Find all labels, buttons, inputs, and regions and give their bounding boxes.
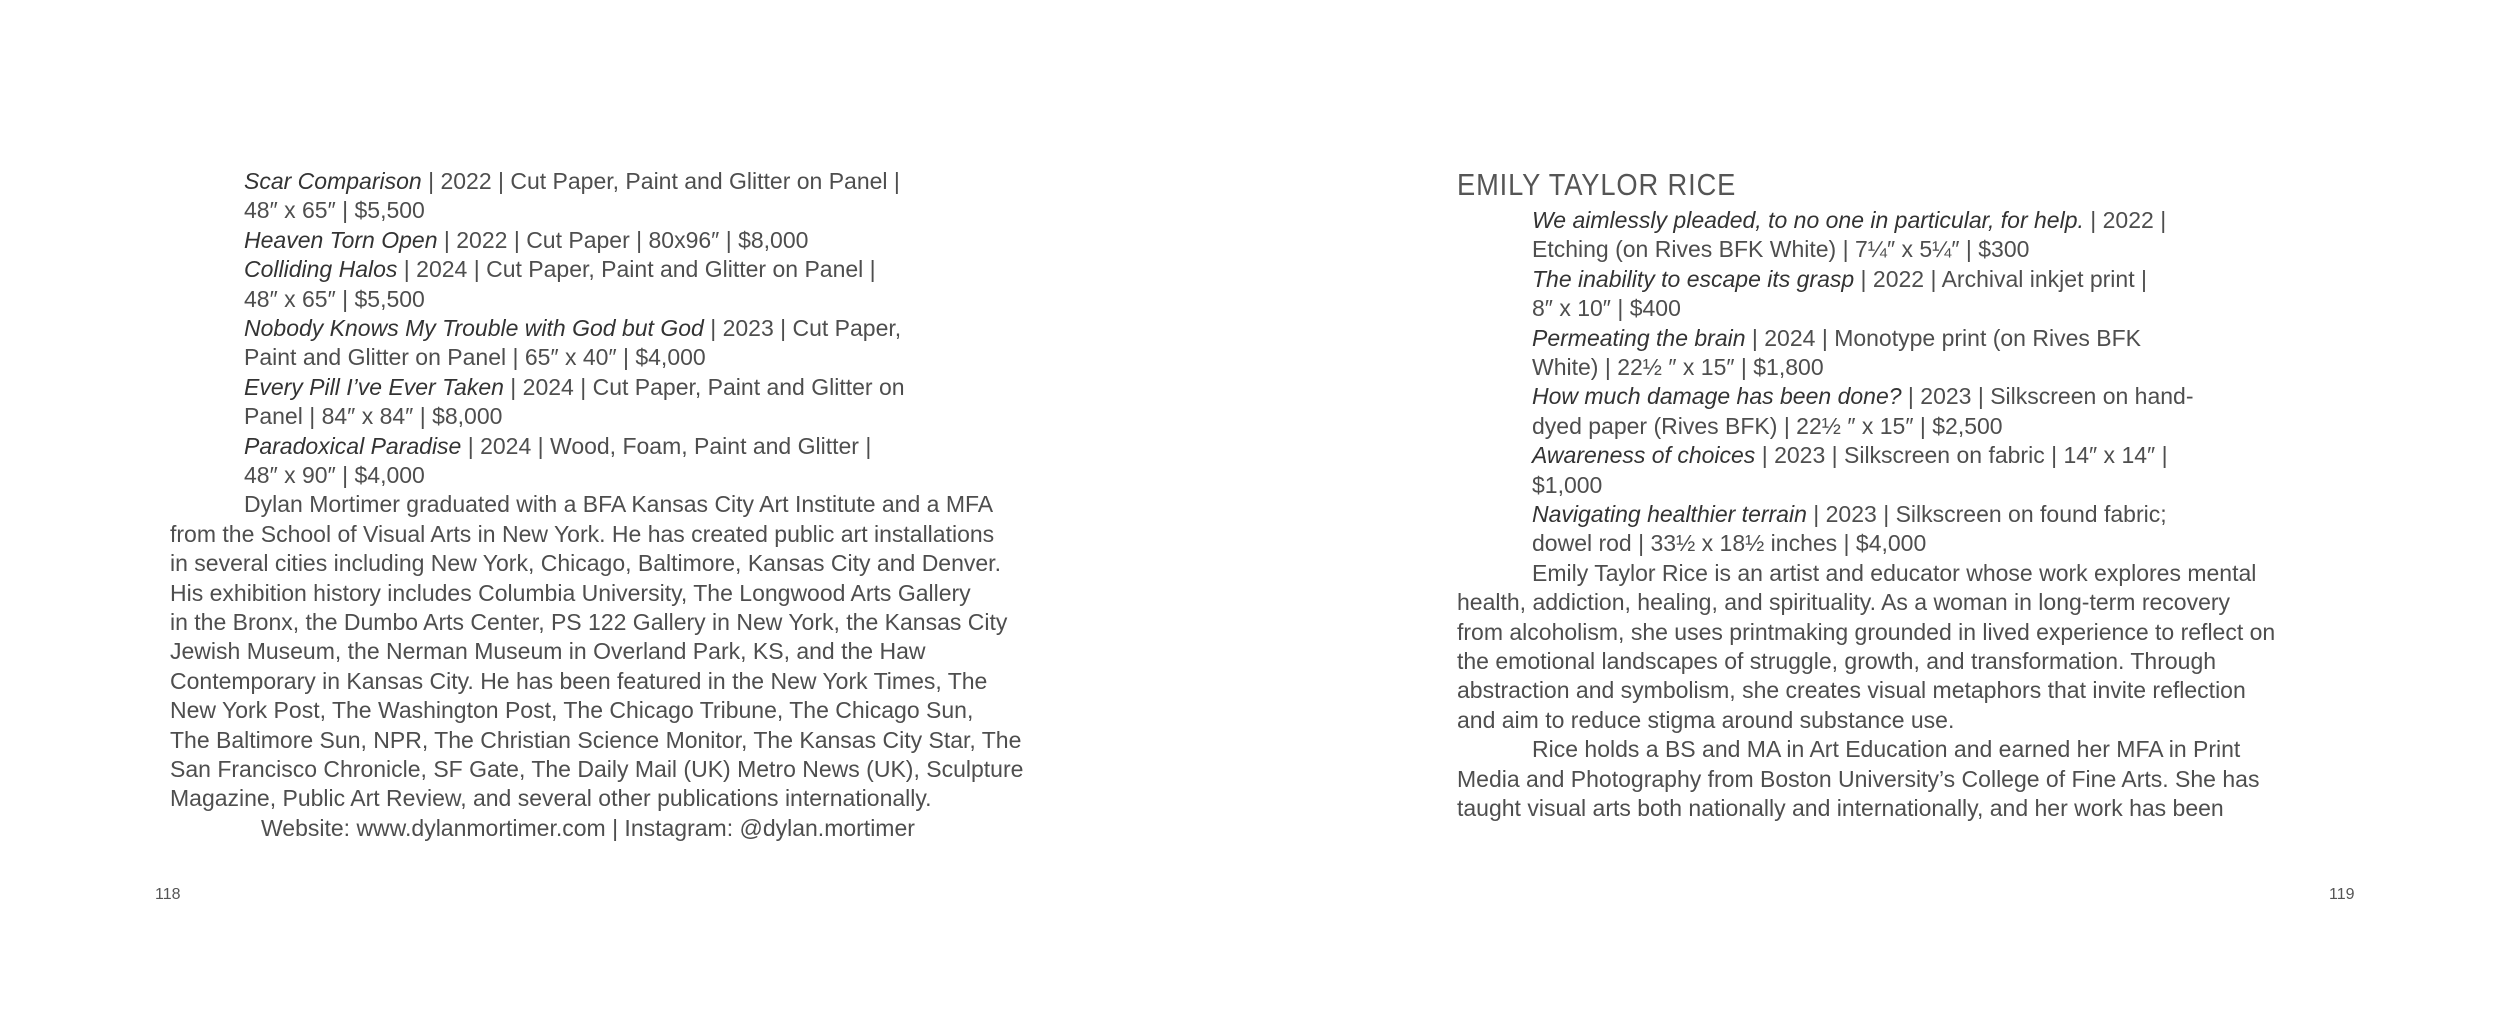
bio-line: His exhibition history includes Columbia University, The Longwood Arts Gallery	[170, 579, 971, 606]
artwork-title: We aimlessly pleaded, to no one in particular, for help.	[1532, 207, 2084, 233]
bio-line: Jewish Museum, the Nerman Museum in Overland Park, KS, and the Haw	[170, 638, 926, 665]
artwork-title: The inability to escape its grasp	[1532, 265, 1855, 292]
artist-name-heading: EMILY TAYLOR RICE	[1457, 167, 1737, 202]
artwork-details-line: 8″ x 10″ | $400	[1532, 295, 1681, 322]
bio-line: Rice holds a BS and MA in Art Education and earned her MFA in Print	[1532, 736, 2241, 763]
artwork-entry-line	[244, 255, 876, 284]
artwork-details: | 2024 | Monotype print (on Rives BFK	[1745, 324, 2141, 351]
bio-line: from the School of Visual Arts in New York. He has created public art installations	[170, 520, 995, 547]
bio-line: and aim to reduce stigma around substance use.	[1457, 706, 1955, 733]
bio-line: Media and Photography from Boston University’s College of Fine Arts. She has	[1457, 765, 2260, 792]
artwork-entry-line	[1532, 206, 2166, 235]
artwork-entry-line	[1532, 265, 2147, 294]
artwork-entry-line	[244, 373, 905, 402]
bio-line: in the Bronx, the Dumbo Arts Center, PS 122 Gallery in New York, the Kansas City	[170, 609, 1008, 635]
artwork-details-line: White) | 22½ ″ x 15″ | $1,800	[1532, 354, 1824, 380]
artwork-details-line: 48″ x 90″ | $4,000	[244, 462, 425, 488]
artwork-entry-line	[1532, 441, 2168, 470]
bio-line: Emily Taylor Rice is an artist and educator whose work explores mental	[1532, 559, 2257, 586]
artwork-details-line: $1,000	[1532, 471, 1603, 498]
artwork-entry-line	[244, 314, 901, 343]
bio-line: Magazine, Public Art Review, and several other publications internationally.	[170, 785, 932, 812]
artwork-details: | 2024 | Wood, Foam, Paint and Glitter |	[461, 432, 872, 459]
bio-line: the emotional landscapes of struggle, growth, and transformation. Through	[1457, 648, 2217, 674]
artwork-entry-line	[244, 167, 900, 196]
bio-line: in several cities including New York, Chicago, Baltimore, Kansas City and Denver.	[170, 550, 1001, 577]
artwork-title: Paradoxical Paradise	[244, 432, 462, 459]
artwork-entry-line	[244, 226, 808, 255]
bio-line: taught visual arts both nationally and internationally, and her work has been	[1457, 795, 2224, 821]
artwork-title: How much damage has been done?	[1532, 383, 1902, 410]
artwork-title: Scar Comparison	[244, 168, 422, 194]
artwork-title: Heaven Torn Open	[244, 226, 438, 253]
artwork-details: | 2023 | Silkscreen on found fabric;	[1806, 501, 2167, 527]
artwork-details: | 2022 | Archival inkjet print |	[1854, 265, 2147, 292]
artwork-entry-line	[244, 432, 871, 461]
artwork-details: | 2022 |	[2083, 207, 2167, 233]
artwork-details-line: Paint and Glitter on Panel | 65″ x 40″ | $4,000	[244, 344, 706, 371]
artwork-details: | 2022 | Cut Paper | 80x96″ | $8,000	[437, 226, 809, 253]
artwork-details-line: 48″ x 65″ | $5,500	[244, 285, 425, 312]
artwork-details: | 2023 | Cut Paper,	[703, 315, 902, 341]
artwork-details-line: dyed paper (Rives BFK) | 22½ ″ x 15″ | $2,500	[1532, 412, 2003, 439]
artwork-details-line: Etching (on Rives BFK White) | 7¼″ x 5¼″ | $300	[1532, 236, 2030, 263]
artwork-details-line: 48″ x 65″ | $5,500	[244, 197, 425, 224]
bio-line: San Francisco Chronicle, SF Gate, The Daily Mail (UK) Metro News (UK), Sculpture	[170, 756, 1024, 782]
page-number: 118	[155, 886, 181, 903]
bio-line: abstraction and symbolism, she creates visual metaphors that invite reflection	[1457, 677, 2246, 704]
artwork-details: | 2024 | Cut Paper, Paint and Glitter on	[503, 373, 905, 400]
artwork-details: | 2023 | Silkscreen on fabric | 14″ x 14″ |	[1755, 442, 2168, 469]
artwork-entry-line	[1532, 500, 2167, 529]
bio-line: health, addiction, healing, and spirituality. As a woman in long-term recovery	[1457, 589, 2231, 616]
artwork-title: Navigating healthier terrain	[1532, 501, 1807, 527]
artwork-title: Colliding Halos	[244, 256, 398, 283]
artwork-title: Every Pill I’ve Ever Taken	[244, 373, 504, 400]
artwork-details: | 2024 | Cut Paper, Paint and Glitter on Panel |	[397, 256, 876, 283]
artwork-entry-line	[1532, 324, 2141, 353]
artwork-title: Permeating the brain	[1532, 324, 1746, 351]
bio-line: from alcoholism, she uses printmaking grounded in lived experience to reflect on	[1457, 618, 2276, 645]
page-number: 119	[2329, 886, 2355, 903]
website-instagram-line: Website: www.dylanmortimer.com | Instagram: @dylan.mortimer	[261, 814, 915, 841]
bio-line: Contemporary in Kansas City. He has been featured in the New York Times, The	[170, 667, 988, 694]
bio-line: New York Post, The Washington Post, The Chicago Tribune, The Chicago Sun,	[170, 697, 974, 724]
bio-line: The Baltimore Sun, NPR, The Christian Science Monitor, The Kansas City Star, The	[170, 726, 1022, 753]
artwork-details-line: Panel | 84″ x 84″ | $8,000	[244, 403, 503, 430]
artwork-title: Awareness of choices	[1532, 442, 1756, 469]
artwork-details: | 2022 | Cut Paper, Paint and Glitter on Panel |	[421, 168, 900, 194]
artwork-title: Nobody Knows My Trouble with God but God	[244, 315, 704, 341]
artwork-details: | 2023 | Silkscreen on hand-	[1901, 383, 2194, 410]
artwork-details-line: dowel rod | 33½ x 18½ inches | $4,000	[1532, 530, 1927, 557]
artwork-entry-line	[1532, 382, 2194, 411]
bio-line: Dylan Mortimer graduated with a BFA Kansas City Art Institute and a MFA	[244, 491, 994, 518]
